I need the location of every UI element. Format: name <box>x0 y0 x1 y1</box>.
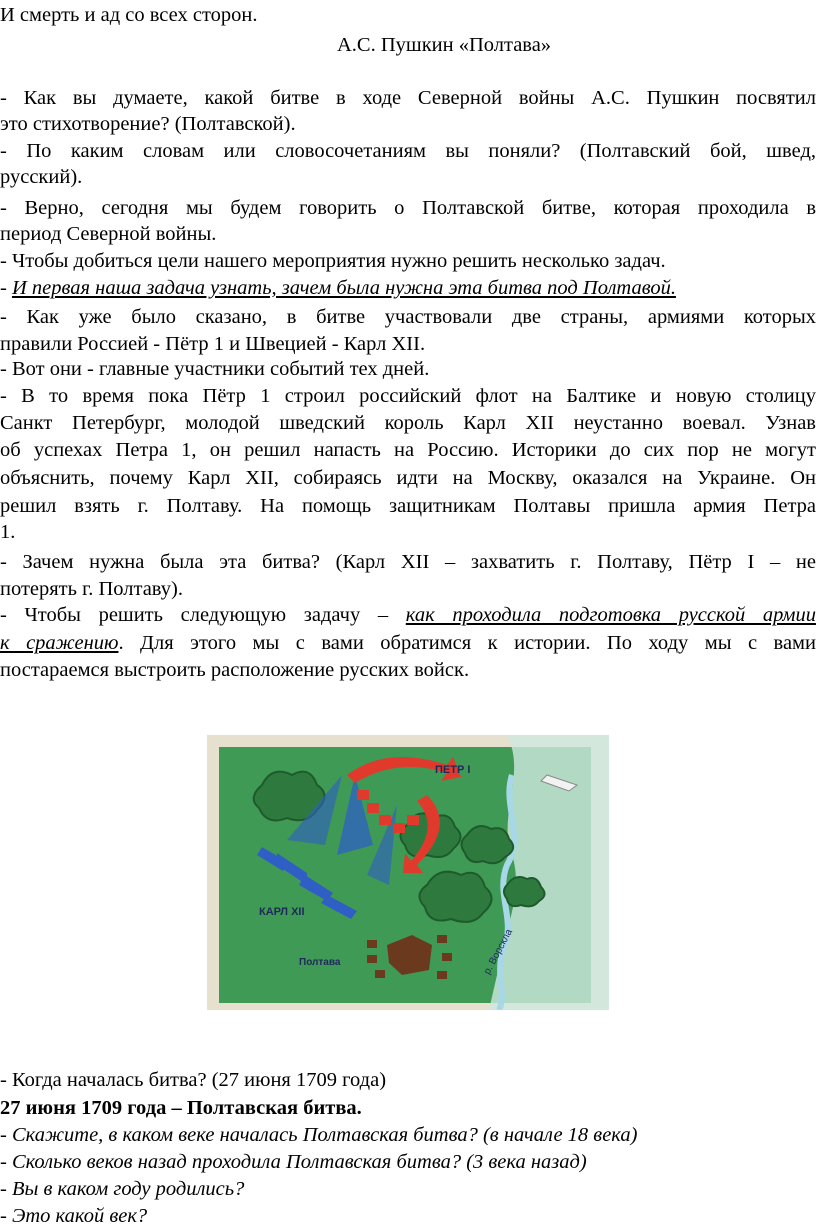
paragraph-line-2: это стихотворение? (Полтавской). <box>0 113 296 135</box>
task-two-text-end: к сражению <box>0 632 119 654</box>
russian-unit-5 <box>407 815 419 825</box>
task-one-line: - И первая наша задача узнать, зачем была нужна эта битва под Полтавой. <box>0 277 676 299</box>
paragraph-line-18: потерять г. Полтаву). <box>0 578 183 600</box>
question-centuries-ago: - Сколько веков назад проходила Полтавская битва? (3 века назад) <box>0 1151 587 1173</box>
tree-cluster-4 <box>461 826 513 863</box>
paragraph-line-17: - Зачем нужна была эта битва? (Карл XII – захватить г. Полтаву, Пётр I – не <box>0 551 816 573</box>
paragraph-line-14: объяснить, почему Карл XII, собираясь идти на Москву, оказался на Украине. Он <box>0 467 816 489</box>
town-house-4 <box>437 935 447 943</box>
tree-cluster-5 <box>504 877 545 906</box>
question-start-date: - Когда началась битва? (27 июня 1709 года) <box>0 1069 387 1091</box>
battle-map-svg <box>207 735 609 1010</box>
paragraph-line-13: об успехах Петра 1, он решил напасть на Россию. Историки до сих пор не могут <box>0 439 816 461</box>
paragraph-line-10: - Вот они - главные участники событий тех дней. <box>0 358 430 380</box>
paragraph-line-7: - Чтобы добиться цели нашего мероприятия нужно решить несколько задач. <box>0 250 666 272</box>
paragraph-line-20: постараемся выстроить расположение русских войск. <box>0 659 470 681</box>
task-two-text: как проходила подготовка русской армии <box>405 604 816 626</box>
task-two-intro: - Чтобы решить следующую задачу – <box>0 604 406 626</box>
russian-unit-4 <box>393 823 405 833</box>
tree-cluster-3 <box>419 872 491 922</box>
paragraph-line-19-rest: . Для этого мы с вами обратимся к истории. По ходу мы с вами <box>118 632 816 654</box>
paragraph-line-6: период Северной войны. <box>0 223 217 245</box>
paragraph-line-11: - В то время пока Пётр 1 строил российский флот на Балтике и новую столицу <box>0 385 816 407</box>
russian-unit-2 <box>367 803 379 813</box>
paragraph-line-1: - Как вы думаете, какой битве в ходе Северной войны А.С. Пушкин посвятил <box>0 87 816 109</box>
label-karl: КАРЛ XII <box>259 906 305 918</box>
paragraph-line-15: решил взять г. Полтаву. На помощь защитникам Полтавы пришла армия Петра <box>0 495 816 517</box>
question-century: - Скажите, в каком веке началась Полтавская битва? (в начале 18 века) <box>0 1124 638 1146</box>
task-one-text: И первая наша задача узнать, зачем была нужна эта битва под Полтавой. <box>11 277 676 299</box>
paragraph-line-5: - Верно, сегодня мы будем говорить о Полтавской битве, которая проходила в <box>0 197 816 219</box>
paragraph-line-19 <box>0 630 816 656</box>
town-house-1 <box>367 940 377 948</box>
paragraph-line-4: русский). <box>0 166 83 188</box>
battle-map-illustration <box>207 735 609 1010</box>
town-house-6 <box>437 971 447 979</box>
label-peter: ПЕТР I <box>435 764 471 776</box>
question-birth-year: - Вы в каком году родились? <box>0 1178 245 1200</box>
question-which-century: - Это какой век? <box>0 1205 148 1227</box>
paragraph-line-9: правили Россией - Пётр 1 и Швецией - Карл XII. <box>0 333 426 355</box>
town-house-2 <box>367 955 377 963</box>
label-river: р. Ворскла <box>481 927 516 977</box>
epigraph-line: И смерть и ад со всех сторон. <box>0 4 258 26</box>
epigraph-source: А.С. Пушкин «Полтава» <box>337 34 552 56</box>
russian-unit-3 <box>379 815 391 825</box>
label-poltava: Полтава <box>299 957 341 968</box>
town-house-5 <box>442 953 452 961</box>
battle-date-heading: 27 июня 1709 года – Полтавская битва. <box>0 1097 362 1119</box>
paragraph-line-12: Санкт Петербург, молодой шведский король Карл XII неустанно воевал. Узнав <box>0 412 816 434</box>
task-two-line <box>0 602 816 628</box>
town-house-3 <box>375 970 385 978</box>
paragraph-line-8: - Как уже было сказано, в битве участвовали две страны, армиями которых <box>0 306 816 328</box>
russian-unit-1 <box>357 790 369 800</box>
paragraph-line-3: - По каким словам или словосочетаниям вы поняли? (Полтавский бой, швед, <box>0 140 816 162</box>
paragraph-line-16: 1. <box>0 521 16 543</box>
